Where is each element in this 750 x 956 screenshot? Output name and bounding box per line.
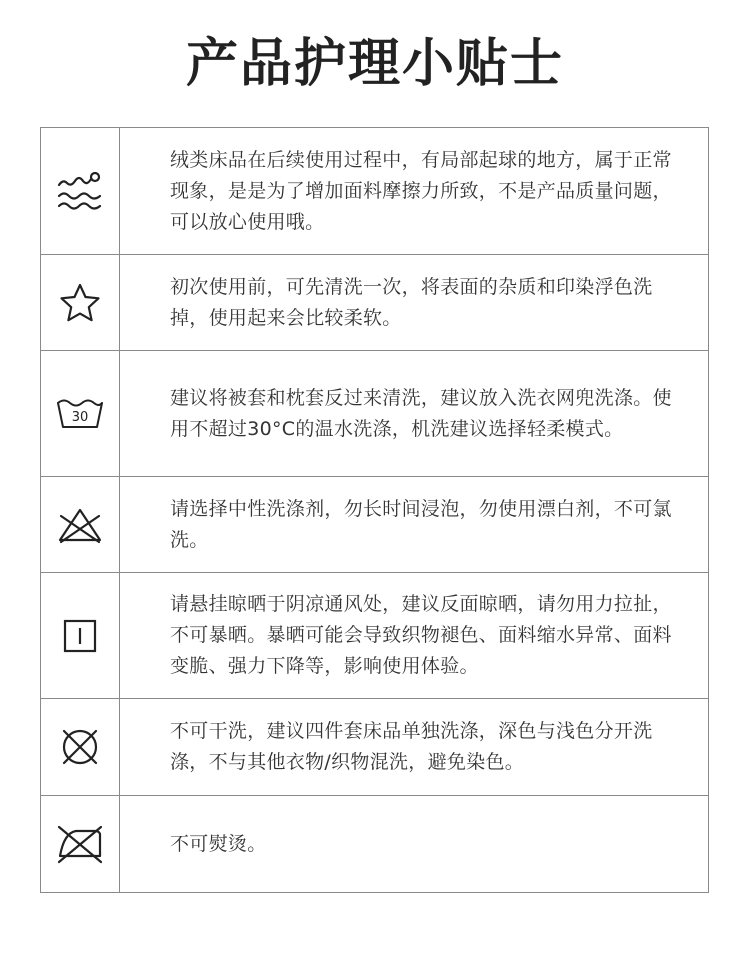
no-iron-icon [55, 822, 105, 866]
icon-cell [41, 699, 120, 795]
star-icon [58, 282, 102, 324]
care-tip-text: 请悬挂晾晒于阴凉通风处，建议反面晾晒，请勿用力拉扯，不可暴晒。暴晒可能会导致织物褪色、面料缩水异常、面料变脆、强力下降等，影响使用体验。 [170, 593, 672, 677]
icon-cell [41, 351, 120, 476]
pilling-waves-icon [56, 169, 104, 213]
text-cell [120, 477, 708, 572]
text-cell [120, 128, 708, 254]
text-cell [120, 351, 708, 476]
icon-cell [41, 573, 120, 698]
page-title: 产品护理小贴士 [185, 34, 564, 94]
care-row [41, 795, 708, 892]
care-tip-text: 不可干洗，建议四件套床品单独洗涤，深色与浅色分开洗涤，不与其他衣物/织物混洗，避免染色。 [170, 720, 653, 773]
text-cell [120, 573, 708, 698]
icon-cell [41, 255, 120, 350]
care-tip-text: 建议将被套和枕套反过来清洗，建议放入洗衣网兜洗涤。使用不超过30°C的温水洗涤，机洗建议选择轻柔模式。 [170, 386, 672, 440]
line-dry-shade-icon [62, 618, 98, 654]
text-cell [120, 796, 708, 892]
care-tip-text: 请选择中性洗涤剂，勿长时间浸泡，勿使用漂白剂，不可氯洗。 [170, 497, 672, 551]
care-tip-text: 绒类床品在后续使用过程中，有局部起球的地方，属于正常现象，是是为了增加面料摩擦力所致，不是产品质量问题，可以放心使用哦。 [170, 148, 672, 233]
care-row [41, 698, 708, 795]
care-row [41, 350, 708, 476]
care-row [41, 572, 708, 698]
care-row [41, 254, 708, 350]
care-tip-text: 初次使用前，可先清洗一次，将表面的杂质和印染浮色洗掉，使用起来会比较柔软。 [170, 275, 653, 329]
wash-30-icon [55, 394, 105, 434]
icon-cell [41, 128, 120, 254]
care-tips-table [40, 127, 709, 893]
text-cell [120, 255, 708, 350]
no-bleach-icon [55, 505, 105, 545]
wash-temperature-label: 30 [71, 409, 89, 425]
text-cell [120, 699, 708, 795]
icon-cell [41, 796, 120, 892]
icon-cell [41, 477, 120, 572]
care-row [41, 476, 708, 572]
care-row [41, 128, 708, 254]
no-dry-clean-icon [58, 725, 102, 769]
care-tip-text: 不可熨烫。 [170, 832, 267, 855]
